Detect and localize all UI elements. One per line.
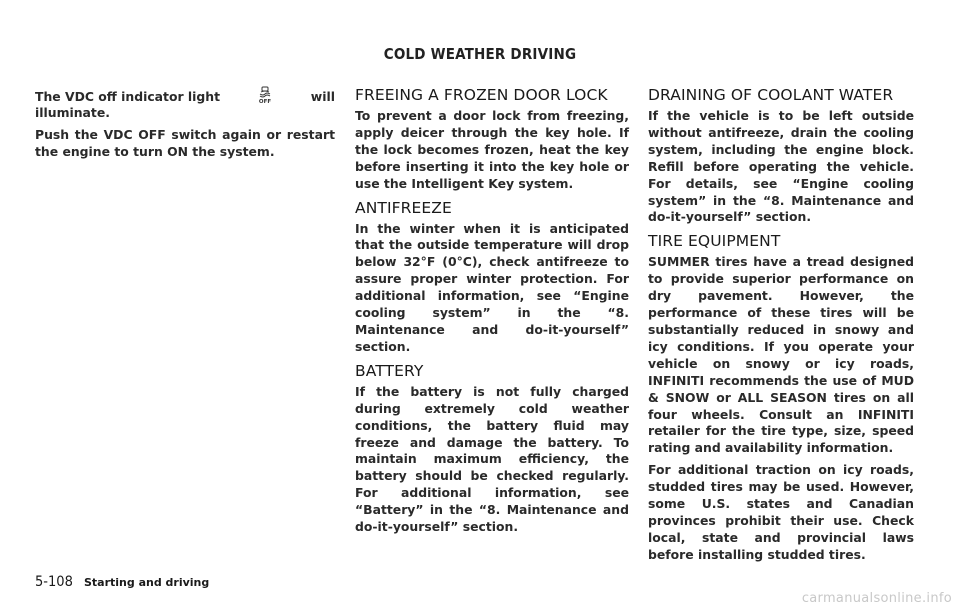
vdc-line-end: will — [310, 89, 335, 104]
antifreeze-body: In the winter when it is anticipated that the outside temperature will drop below 32°F (0°C), check antifreeze to assure proper winter protection. For additional information, see “Engine cooling system” in the “8. Maintenance and do-it-yourself” section. — [355, 220, 629, 354]
page-number: 5-108 — [35, 574, 73, 590]
battery-section — [355, 362, 629, 536]
tire-heading: TIRE EQUIPMENT — [648, 232, 781, 251]
coolant-section — [648, 86, 914, 226]
watermark[interactable]: carmanualsonline.info — [801, 591, 952, 606]
antifreeze-heading: ANTIFREEZE — [355, 198, 452, 217]
vdc-off-indicator-icon — [257, 86, 273, 104]
column-2 — [355, 86, 629, 542]
vdc-icon-label: OFF — [259, 99, 272, 104]
page-footer — [35, 571, 209, 590]
coolant-heading: DRAINING OF COOLANT WATER — [648, 86, 894, 104]
coolant-body: If the vehicle is to be left outside without antifreeze, drain the cooling system, including the engine block. Refill before operating the vehicle. For details, see “Engine cooling system” in the “8. Maintenance and do-it-yourself” section. — [648, 108, 914, 225]
antifreeze-section — [355, 199, 629, 356]
battery-heading: BATTERY — [355, 361, 424, 380]
freezing-heading: FREEING A FROZEN DOOR LOCK — [355, 86, 608, 104]
tire-section — [648, 232, 914, 563]
tire-body-2: For additional traction on icy roads, studded tires may be used. However, some U.S. states and Canadian provinces prohibit their use. Check local, state and provincial laws before installing studded tires. — [648, 462, 914, 562]
battery-body: If the battery is not fully charged during extremely cold weather conditions, the battery fluid may freeze and damage the battery. To maintain maximum efficiency, the battery should be checked regularly. For additional information, see “Battery” in the “8. Maintenance and do-it-yourself” section. — [355, 383, 629, 535]
vdc-line-start: The VDC off indicator light — [35, 89, 220, 104]
freezing-section — [355, 86, 629, 193]
footer-section-title: Starting and driving — [84, 576, 210, 589]
column-1 — [35, 86, 335, 166]
freezing-body: To prevent a door lock from freezing, apply deicer through the key hole. If the lock becomes frozen, heat the key before inserting it into the key hole or use the Intelligent Key system. — [355, 108, 629, 191]
vdc-indicator-line — [35, 86, 335, 104]
column-3 — [648, 86, 914, 570]
vdc-line-continuation: illuminate. — [35, 105, 110, 120]
tire-body-1: SUMMER tires have a tread designed to provide superior performance on dry pavement. However, the performance of these tires will be substantially reduced in snowy and icy conditions. If you operate your vehicle on snowy or icy roads, INFINITI recommends the use of MUD & SNOW or ALL SEASON tires on all four wheels. Consult an INFINITI retailer for the tire type, size, speed rating and availability information. — [648, 254, 914, 456]
section-header: COLD WEATHER DRIVING — [383, 45, 577, 63]
vdc-restart-paragraph: Push the VDC OFF switch again or restart the engine to turn ON the system. — [35, 126, 335, 159]
